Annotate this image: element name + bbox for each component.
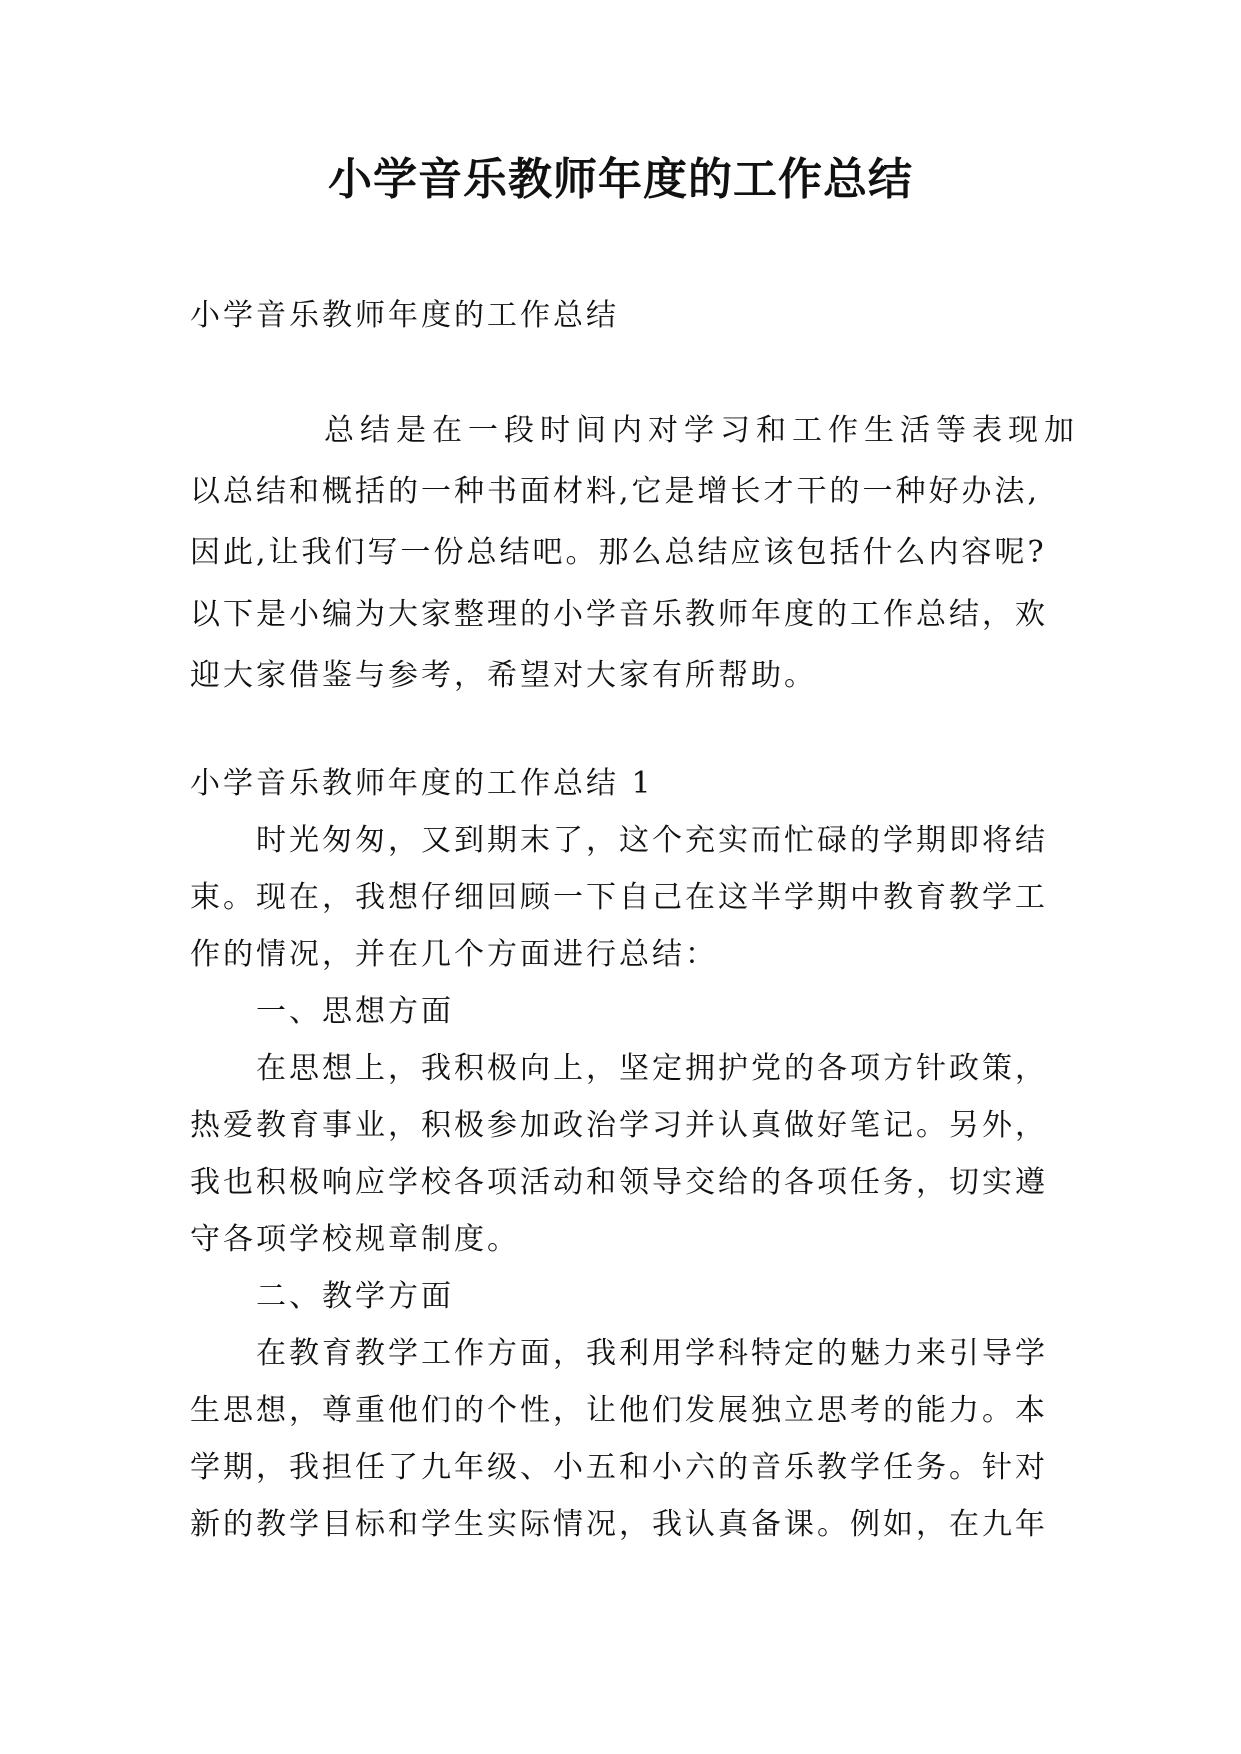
document-title: 小学音乐教师年度的工作总结 — [328, 154, 913, 205]
para-line: 时光匆匆，又到期末了，这个充实而忙碌的学期即将结 — [256, 823, 1048, 858]
subtitle-line: 小学音乐教师年度的工作总结 — [190, 298, 619, 333]
intro-line-4: 以下是小编为大家整理的小学音乐教师年度的工作总结，欢 — [190, 597, 1048, 632]
para-line: 学期，我担任了九年级、小五和小六的音乐教学任务。针对 — [190, 1450, 1048, 1485]
para-line: 作的情况，并在几个方面进行总结： — [190, 937, 718, 972]
para-line: 守各项学校规章制度。 — [190, 1222, 520, 1257]
para-line: 生思想，尊重他们的个性，让他们发展独立思考的能力。本 — [190, 1393, 1048, 1428]
para-line: 束。现在，我想仔细回顾一下自己在这半学期中教育教学工 — [190, 880, 1048, 915]
section-heading-1: 小学音乐教师年度的工作总结 1 — [190, 766, 654, 801]
subheading-teaching: 二、教学方面 — [256, 1279, 454, 1314]
intro-line-3: 因此,让我们写一份总结吧。那么总结应该包括什么内容呢? — [190, 535, 1047, 570]
intro-line-1: 总结是在一段时间内对学习和工作生活等表现加 — [324, 413, 1080, 448]
subheading-thought: 一、思想方面 — [256, 994, 454, 1029]
para-line: 新的教学目标和学生实际情况，我认真备课。例如，在九年 — [190, 1507, 1048, 1542]
para-line: 在教育教学工作方面，我利用学科特定的魅力来引导学 — [256, 1336, 1048, 1371]
para-line: 在思想上，我积极向上，坚定拥护党的各项方针政策， — [256, 1051, 1048, 1086]
intro-line-2: 以总结和概括的一种书面材料,它是增长才干的一种好办法, — [190, 474, 1041, 509]
intro-line-5: 迎大家借鉴与参考，希望对大家有所帮助。 — [190, 658, 817, 693]
para-line: 我也积极响应学校各项活动和领导交给的各项任务，切实遵 — [190, 1165, 1048, 1200]
para-line: 热爱教育事业，积极参加政治学习并认真做好笔记。另外， — [190, 1108, 1048, 1143]
